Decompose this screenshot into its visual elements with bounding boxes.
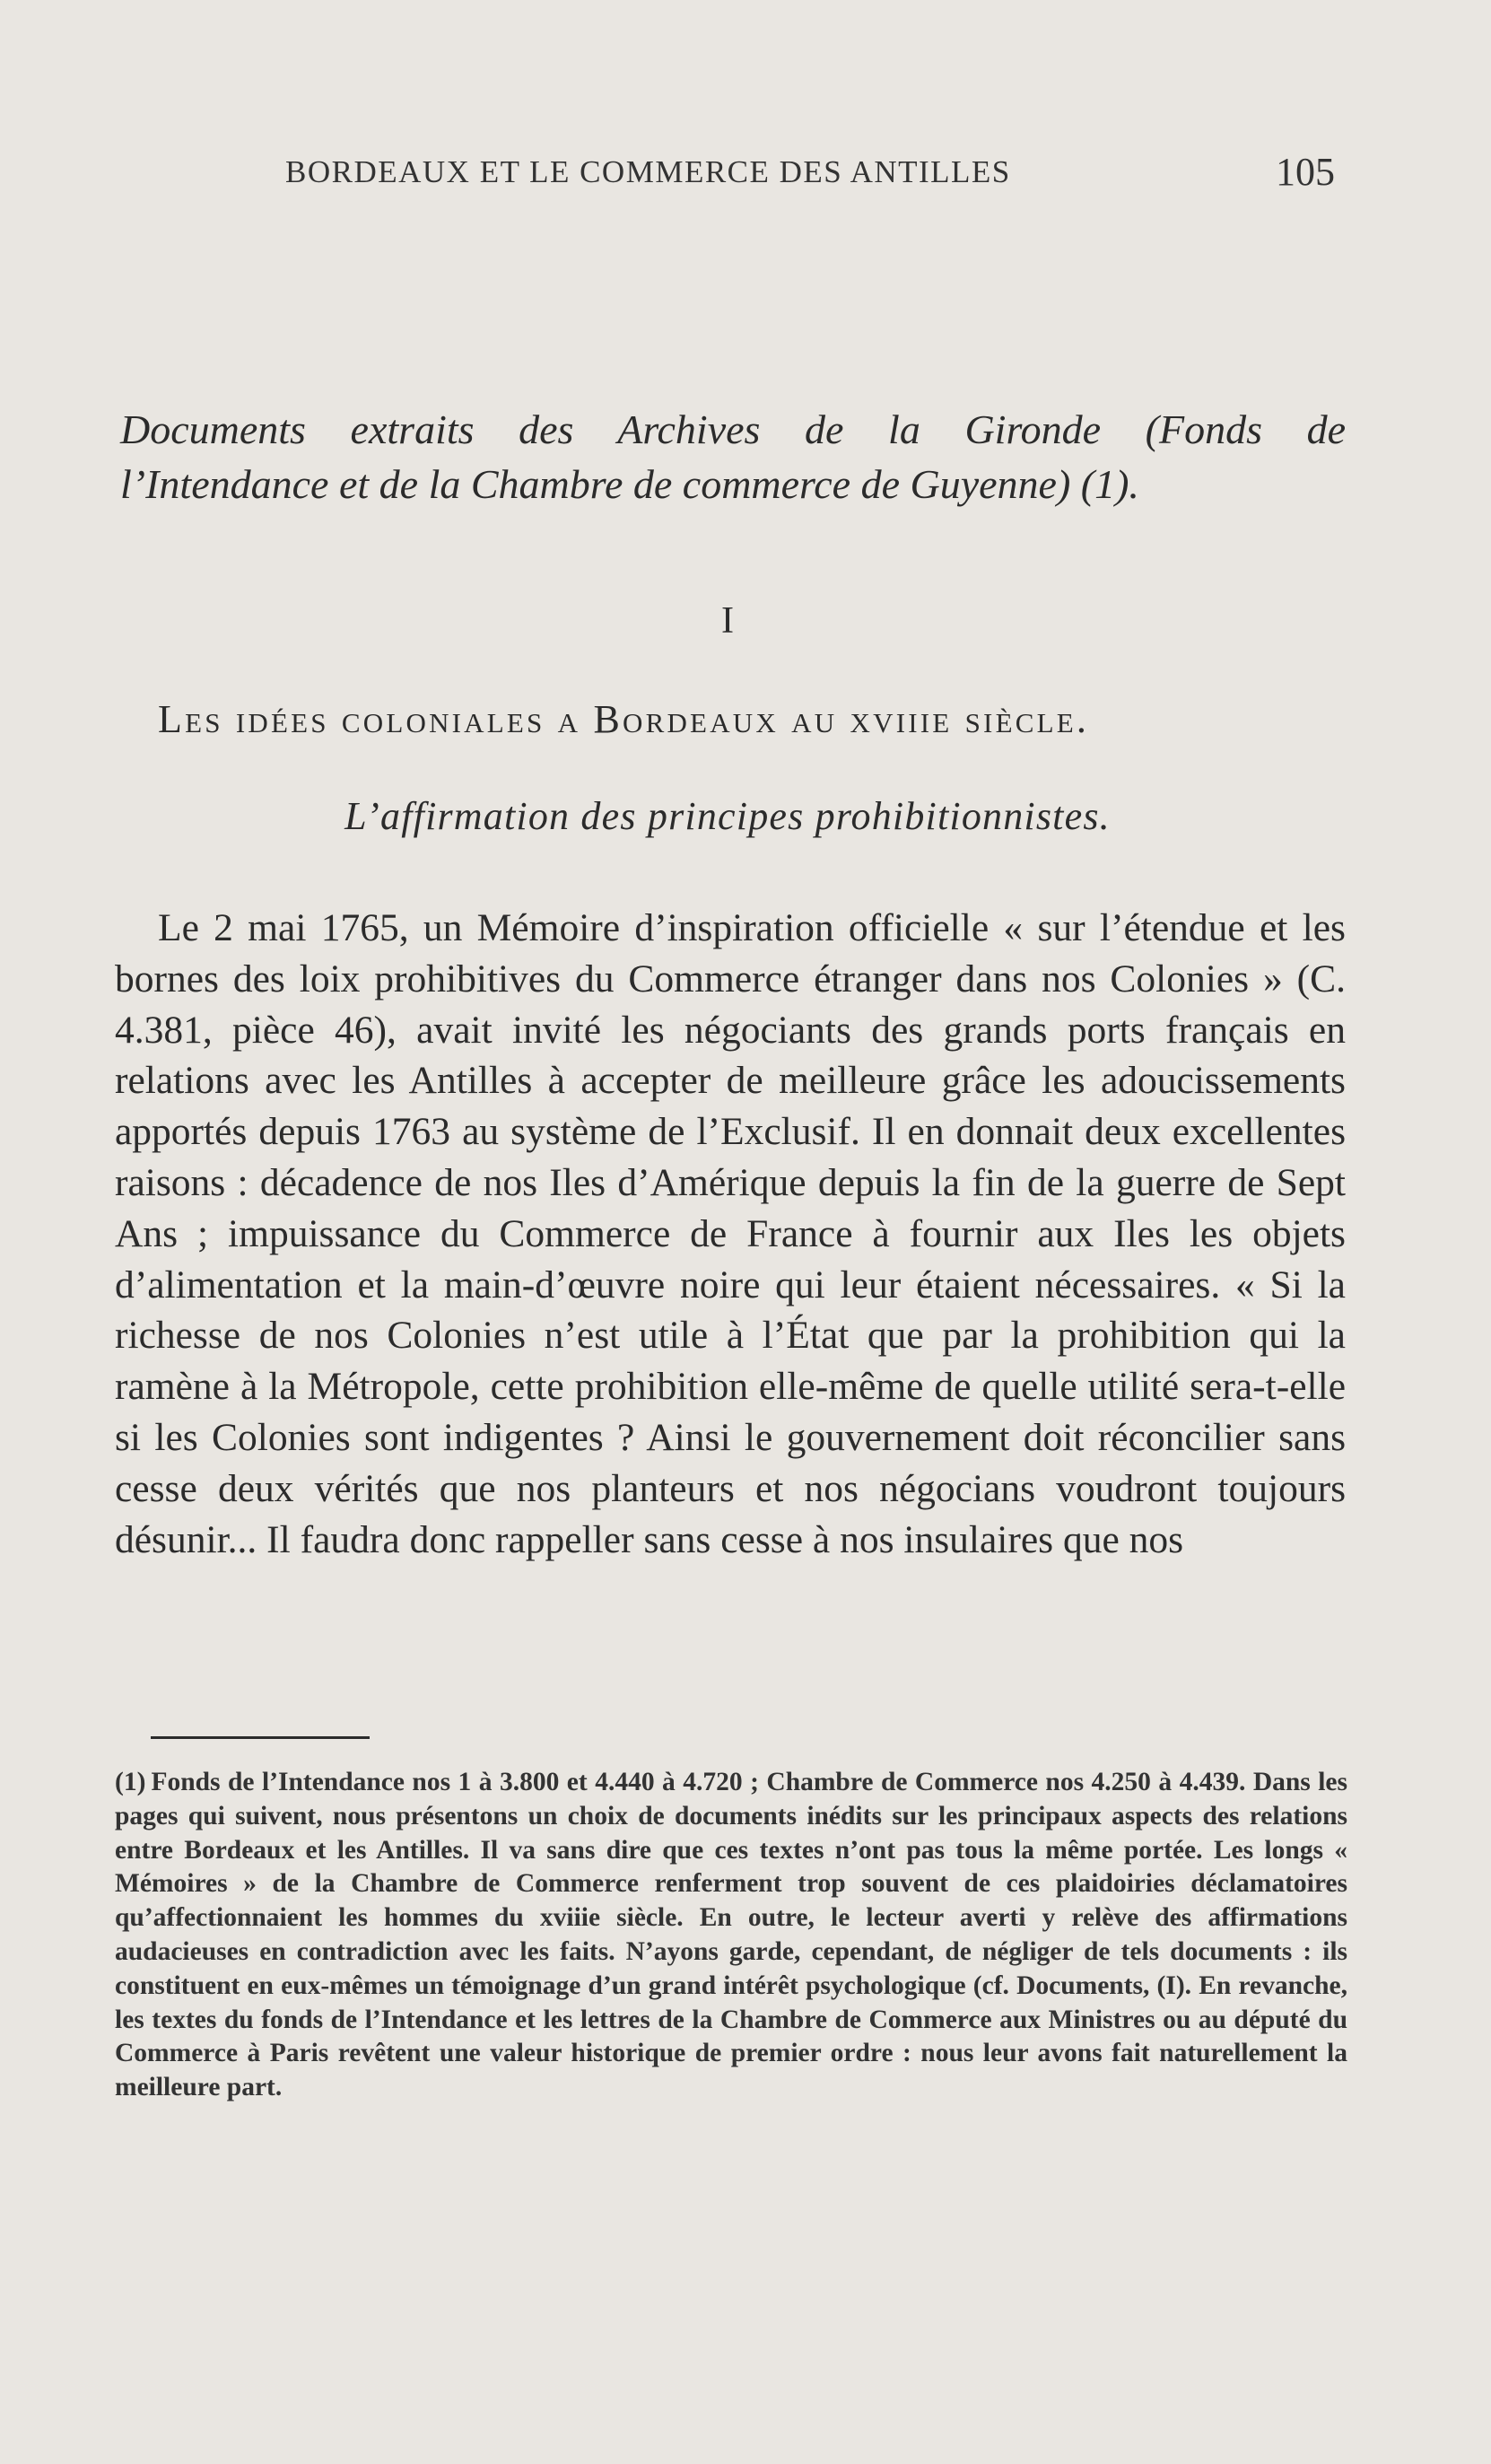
page-number: 105 xyxy=(1276,150,1335,194)
section-number: I xyxy=(721,600,734,642)
subsection-title: L’affirmation des principes prohibitionnistes. xyxy=(344,794,1111,838)
section-title: Les idées coloniales a Bordeaux au xviiie siècle. xyxy=(158,697,1090,741)
running-head-title: BORDEAUX ET LE COMMERCE DES ANTILLES xyxy=(285,154,1011,189)
footnote-separator xyxy=(151,1736,370,1739)
documents-heading-line-2: l’Intendance et de la Chambre de commerce de Guyenne) (1). xyxy=(120,461,1139,507)
documents-heading-line-1: Documents extraits des Archives de la Gironde (Fonds de xyxy=(120,406,1346,452)
footnote-marker: (1) xyxy=(115,1768,146,1796)
body-paragraph: Le 2 mai 1765, un Mémoire d’inspiration officielle « sur l’étendue et les bornes des loix prohibitives du Commerce étranger dans nos Colonies » (C. 4.381, pièce 46), avait invité les négociants des grands ports français en relations avec les Antilles à accepter de meilleure grâce les adoucissements apportés depuis 1763 au système de l’Exclusif. Il en donnait deux excellentes raisons : décadence de nos Iles d’Amérique depuis la fin de la guerre de Sept Ans ; impuissance du Commerce de France à fournir aux Iles les objets d’alimentation et la main-d’œuvre noire qui leur étaient nécessaires. « Si la richesse de nos Colonies n’est utile à l’État que par la prohibition qui la ramène à la Métropole, cette prohibition elle-même de quelle utilité sera-t-elle si les Colonies sont indigentes ? Ainsi le gouvernement doit réconcilier sans cesse deux vérités que nos planteurs et nos négocians voudront toujours désunir... Il faudra donc rappeller sans cesse à nos insulaires que nos xyxy=(115,906,1346,1561)
footnote xyxy=(115,1766,1347,2105)
documents-heading xyxy=(120,402,1346,511)
footnote-text: Fonds de l’Intendance nos 1 à 3.800 et 4.440 à 4.720 ; Chambre de Commerce nos 4.250 à 4.439. Dans les pages qui suivent, nous présentons un choix de documents inédits sur les principaux aspects des relations entre Bordeaux et les Antilles. Il va sans dire que ces textes n’ont pas tous la même portée. Les longs « Mémoires » de la Chambre de Commerce renferment trop souvent de ces plaidoiries déclamatoires qu’affectionnaient les hommes du xviiie siècle. En outre, le lecteur averti y relève des affirmations audacieuses en contradiction avec les faits. N’ayons garde, cependant, de négliger de tels documents : ils constituent en eux-mêmes un témoignage d’un grand intérêt psychologique (cf. Documents, (I). En revanche, les textes du fonds de l’Intendance et les lettres de la Chambre de Commerce aux Ministres ou au député du Commerce à Paris revêtent une valeur historique de premier ordre : nous leur avons fait naturellement la meilleure part. xyxy=(115,1768,1347,2102)
